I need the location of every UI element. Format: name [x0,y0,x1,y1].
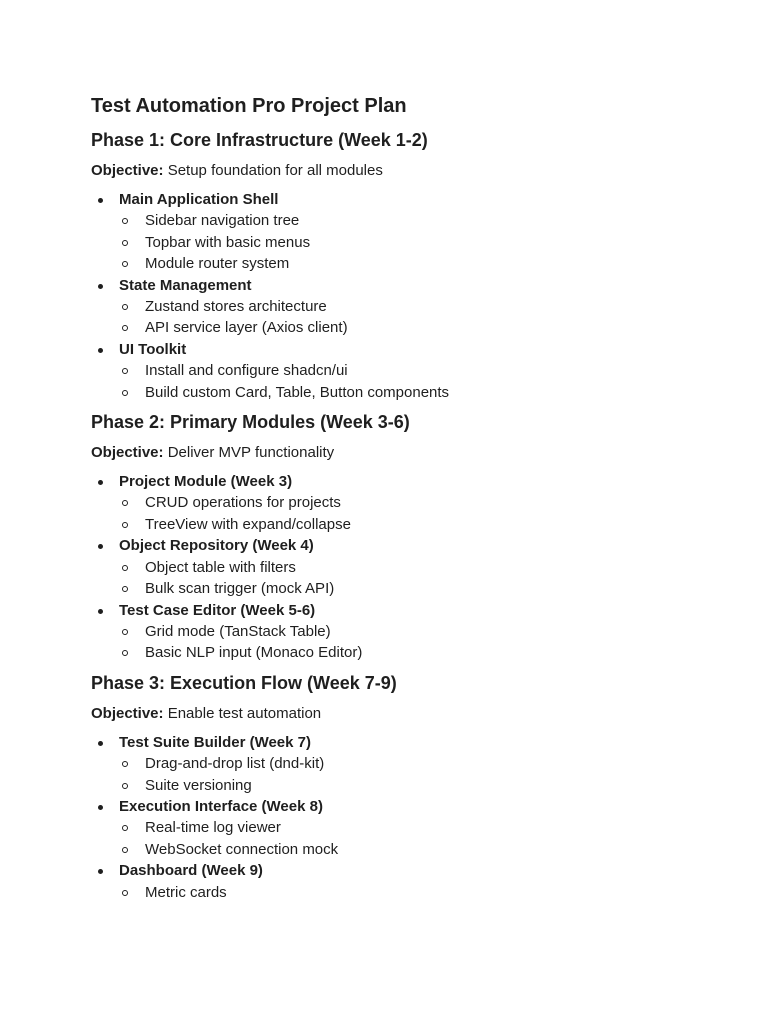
sub-list-item [119,642,731,663]
sub-list-item-text: CRUD operations for projects [145,494,341,512]
sub-list-item [119,775,731,796]
list-item-label: Test Suite Builder (Week 7) [119,733,311,751]
sub-list-item [119,232,731,253]
sub-list-item [119,492,731,513]
phase-objective [91,443,731,463]
subitem-list [119,557,731,600]
list-item-label: Object Repository (Week 4) [119,537,314,555]
sub-list-item-text: Topbar with basic menus [145,233,311,251]
bullet-icon [98,480,103,485]
hollow-bullet-icon [122,650,128,656]
subitem-list [119,210,731,274]
bullet-icon [98,198,103,203]
item-list [91,189,731,403]
objective-label: Objective: [91,162,164,179]
phase-section [91,127,731,403]
subitem-list [119,882,731,903]
hollow-bullet-icon [122,218,128,224]
hollow-bullet-icon [122,304,128,310]
list-item [91,275,731,339]
phase-objective [91,704,731,724]
list-item-label: Test Case Editor (Week 5-6) [119,601,316,619]
sub-list-item [119,253,731,274]
bullet-icon [98,348,103,353]
sub-list-item-text: Build custom Card, Table, Button components [145,383,450,401]
sub-list-item [119,839,731,860]
subitem-list [119,753,731,796]
hollow-bullet-icon [122,783,128,789]
sub-list-item [119,317,731,338]
bullet-icon [98,741,103,746]
bullet-icon [98,544,103,549]
hollow-bullet-icon [122,390,128,396]
subitem-list [119,296,731,339]
sub-list-item-text: API service layer (Axios client) [145,319,348,337]
sub-list-item [119,621,731,642]
hollow-bullet-icon [122,240,128,246]
objective-text: Deliver MVP functionality [167,444,335,462]
subitem-list [119,817,731,860]
objective-text: Enable test automation [167,704,322,722]
phase-heading: Phase 1: Core Infrastructure (Week 1-2) [91,130,428,150]
phase-section [91,409,731,664]
sub-list-item-text: Module router system [145,255,290,273]
bullet-icon [98,805,103,810]
document-page [91,92,731,909]
sub-list-item-text: Install and configure shadcn/ui [145,362,348,380]
list-item [91,600,731,664]
phase-heading: Phase 3: Execution Flow (Week 7-9) [91,672,397,693]
hollow-bullet-icon [122,325,128,331]
list-item-label: UI Toolkit [119,340,187,358]
objective-label: Objective: [91,444,164,462]
phase-objective [91,161,731,181]
sub-list-item-text: Sidebar navigation tree [145,212,300,230]
hollow-bullet-icon [122,565,128,571]
list-item [91,796,731,860]
sub-list-item [119,296,731,317]
list-item [91,732,731,796]
bullet-icon [98,609,103,614]
sub-list-item-text: WebSocket connection mock [145,840,339,858]
sub-list-item [119,882,731,903]
sub-list-item-text: Suite versioning [145,776,252,794]
hollow-bullet-icon [122,825,128,831]
sub-list-item [119,382,731,403]
sub-list-item-text: TreeView with expand/collapse [145,515,351,533]
list-item-label: State Management [119,276,252,294]
objective-text: Setup foundation for all modules [167,162,383,179]
sub-list-item-text: Bulk scan trigger (mock API) [145,580,335,598]
sub-list-item [119,514,731,535]
sub-list-item-text: Drag-and-drop list (dnd-kit) [145,755,325,773]
hollow-bullet-icon [122,261,128,267]
list-item-label: Dashboard (Week 9) [119,862,263,880]
document-title: Test Automation Pro Project Plan [91,95,407,117]
list-item-label: Project Module (Week 3) [119,473,293,491]
list-item [91,471,731,535]
sub-list-item [119,753,731,774]
list-item [91,860,731,903]
bullet-icon [98,869,103,874]
list-item [91,189,731,275]
hollow-bullet-icon [122,368,128,374]
subitem-list [119,492,731,535]
hollow-bullet-icon [122,761,128,767]
sub-list-item-text: Grid mode (TanStack Table) [145,622,331,640]
sub-list-item-text: Real-time log viewer [145,819,281,837]
sub-list-item-text: Basic NLP input (Monaco Editor) [145,644,363,662]
list-item-label: Main Application Shell [119,191,279,208]
hollow-bullet-icon [122,500,128,506]
phase-heading: Phase 2: Primary Modules (Week 3-6) [91,412,410,433]
hollow-bullet-icon [122,586,128,592]
sub-list-item-text: Zustand stores architecture [145,298,327,316]
subitem-list [119,360,731,403]
sub-list-item [119,360,731,381]
subitem-list [119,621,731,664]
hollow-bullet-icon [122,629,128,635]
sub-list-item-text: Object table with filters [145,558,296,576]
phase-section [91,670,731,903]
list-item [91,339,731,403]
sub-list-item [119,578,731,599]
hollow-bullet-icon [122,522,128,528]
bullet-icon [98,284,103,289]
item-list [91,732,731,903]
sub-list-item [119,557,731,578]
phases-container [91,127,731,903]
list-item [91,535,731,599]
item-list [91,471,731,664]
sub-list-item [119,817,731,838]
sub-list-item [119,210,731,231]
hollow-bullet-icon [122,847,128,853]
objective-label: Objective: [91,704,164,722]
list-item-label: Execution Interface (Week 8) [119,797,323,815]
sub-list-item-text: Metric cards [145,883,227,901]
hollow-bullet-icon [122,890,128,896]
